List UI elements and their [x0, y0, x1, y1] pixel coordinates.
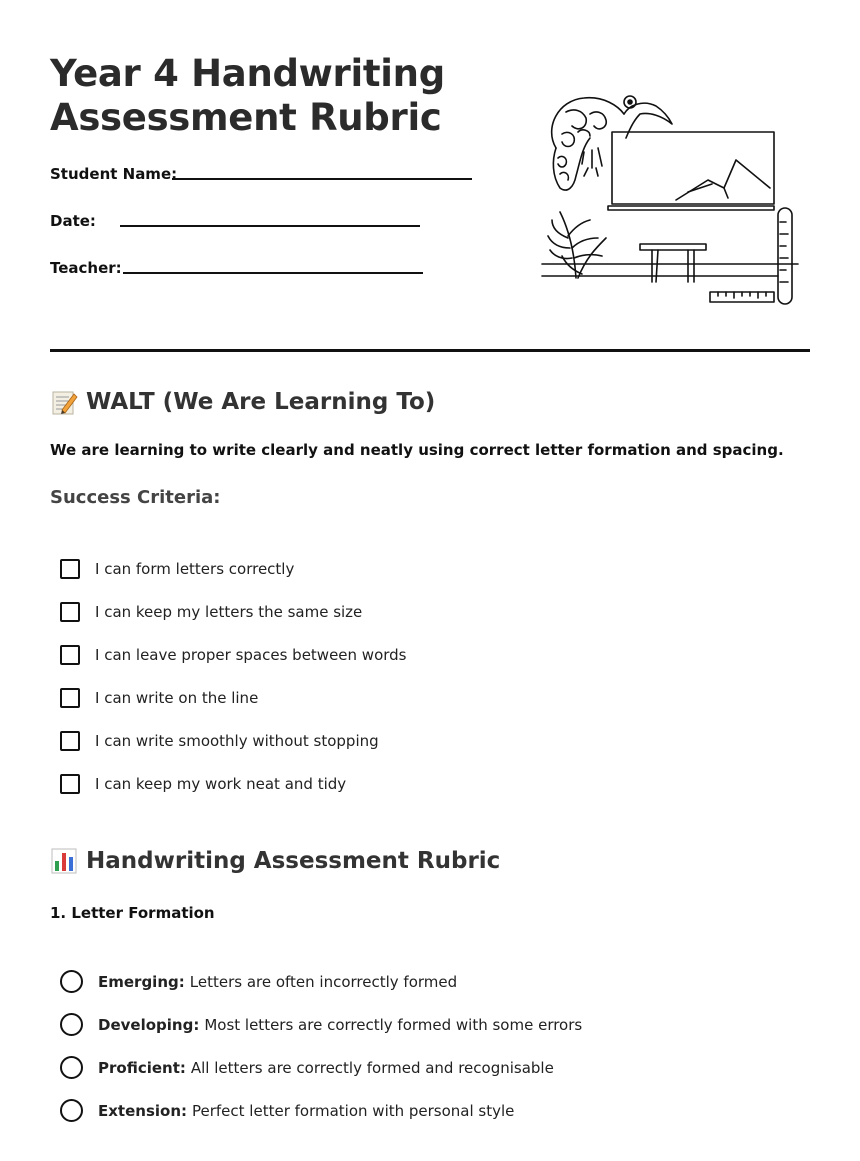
teacher-label: Teacher: [50, 259, 122, 277]
level-name: Proficient: [98, 1058, 186, 1077]
date-line[interactable] [120, 225, 420, 227]
criterion-text: I can keep my work neat and tidy [95, 774, 347, 793]
success-criteria-list [60, 547, 407, 805]
criterion-text: I can form letters correctly [95, 559, 295, 578]
level-description: Perfect letter formation with personal style [192, 1101, 515, 1120]
rubric-levels-list [60, 960, 582, 1132]
criterion-text: I can write smoothly without stopping [95, 731, 379, 750]
classroom-illustration [538, 88, 804, 310]
checkbox[interactable] [60, 602, 80, 622]
criterion-text: I can keep my letters the same size [95, 602, 363, 621]
list-item [60, 1046, 582, 1089]
walt-heading [50, 388, 435, 416]
section-title: 1. Letter Formation [50, 904, 215, 922]
level-name: Extension: [98, 1101, 187, 1120]
list-item [60, 1003, 582, 1046]
checkbox[interactable] [60, 731, 80, 751]
title-line-2: Assessment Rubric [50, 96, 442, 139]
list-item [60, 547, 407, 590]
level-name: Emerging: [98, 972, 185, 991]
list-item [60, 719, 407, 762]
table [640, 244, 706, 250]
teacher-line[interactable] [123, 272, 423, 274]
bar-chart-icon [50, 847, 78, 875]
rubric-heading [50, 847, 500, 875]
header-divider [50, 349, 810, 352]
title-line-1: Year 4 Handwriting [50, 52, 445, 95]
memo-icon [50, 388, 78, 416]
date-label: Date: [50, 212, 96, 230]
radio-button[interactable] [60, 970, 83, 993]
list-item [60, 633, 407, 676]
radio-button[interactable] [60, 1056, 83, 1079]
level-description: Letters are often incorrectly formed [189, 972, 458, 991]
radio-button[interactable] [60, 1013, 83, 1036]
student-name-line[interactable] [172, 178, 472, 180]
list-item [60, 762, 407, 805]
list-item [60, 1089, 582, 1132]
checkbox[interactable] [60, 688, 80, 708]
date-field [50, 212, 96, 230]
walt-heading-text: WALT (We Are Learning To) [86, 389, 436, 415]
level-description: All letters are correctly formed and recognisable [190, 1058, 554, 1077]
fern-leaf [560, 212, 576, 278]
page-title [50, 52, 445, 140]
walt-statement: We are learning to write clearly and neatly using correct letter formation and spacing. [50, 441, 784, 459]
checkbox[interactable] [60, 559, 80, 579]
whiteboard [612, 132, 774, 204]
radio-button[interactable] [60, 1099, 83, 1122]
checkbox[interactable] [60, 774, 80, 794]
teacher-field [50, 259, 122, 277]
rubric-heading-text: Handwriting Assessment Rubric [86, 848, 501, 874]
checkbox[interactable] [60, 645, 80, 665]
list-item [60, 960, 582, 1003]
list-item [60, 590, 407, 633]
success-criteria-title: Success Criteria: [50, 487, 221, 508]
level-description: Most letters are correctly formed with some errors [204, 1015, 583, 1034]
student-name-field [50, 165, 177, 183]
student-name-label: Student Name: [50, 165, 178, 183]
criterion-text: I can write on the line [95, 688, 259, 707]
list-item [60, 676, 407, 719]
criterion-text: I can leave proper spaces between words [95, 645, 407, 664]
level-name: Developing: [98, 1015, 200, 1034]
